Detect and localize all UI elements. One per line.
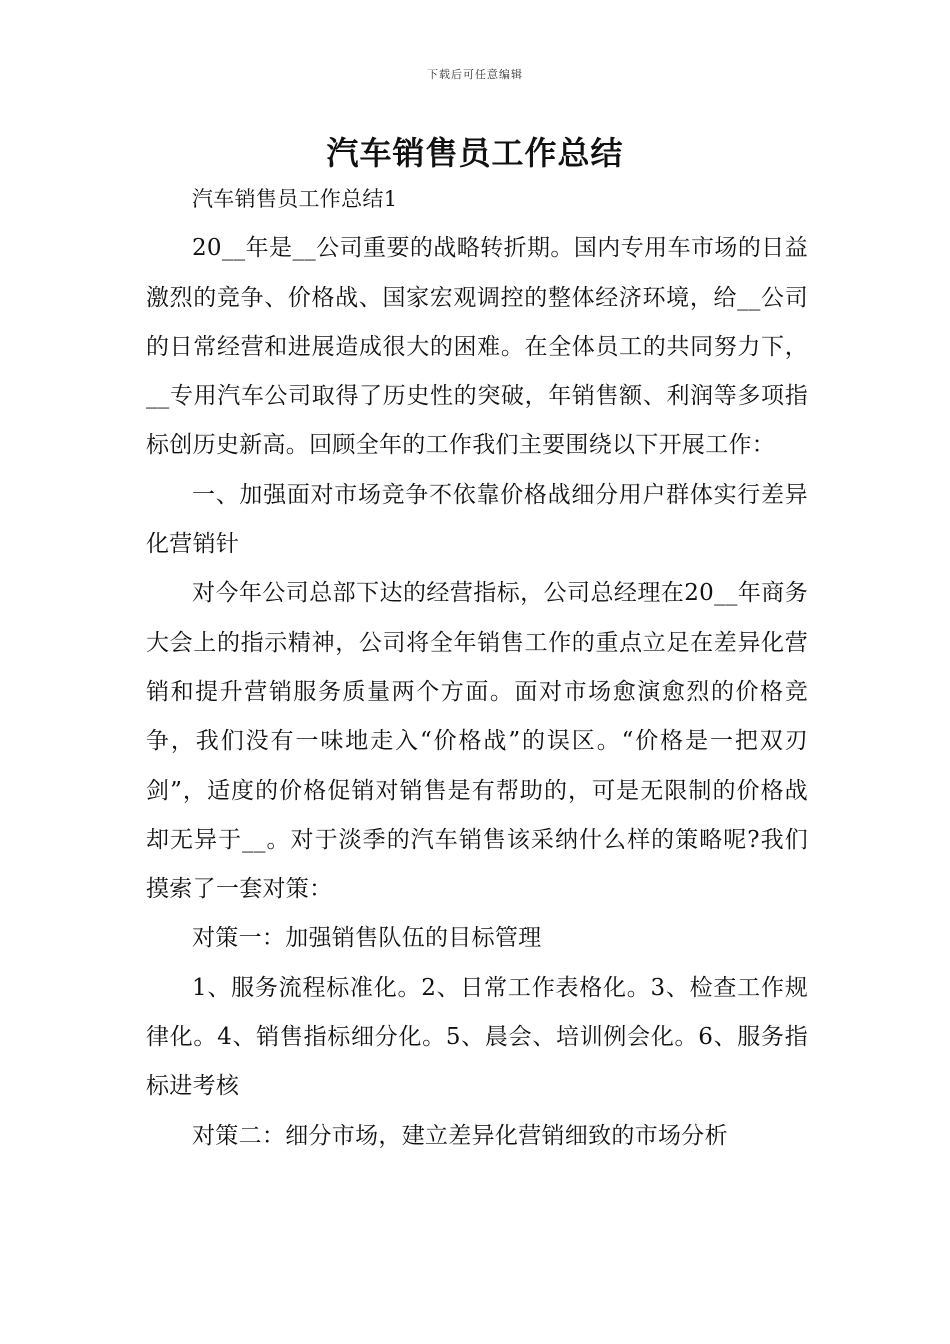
paragraph-strategy: 对今年公司总部下达的经营指标，公司总经理在20__年商务大会上的指示精神，公司将全年销售工作的重点立足在差异化营销和提升营销服务质量两个方面。面对市场愈演愈烈的价格竞争，我们没有一味地走入“价格战”的误区。“价格是一把双刃剑”，适度的价格促销对销售是有帮助的，可是无限制的价格战却无异于__。对于淡季的汽车销售该采纳什么样的策略呢?我们摸索了一套对策： [146, 580, 808, 903]
section-heading: 汽车销售员工作总结1 [192, 187, 398, 211]
paragraph-intro: 20__年是__公司重要的战略转折期。国内专用车市场的日益激烈的竞争、价格战、国家宏观调控的整体经济环境，给__公司的日常经营和进展造成很大的困难。在全体员工的共同努力下，__专用汽车公司取得了历史性的突破，年销售额、利润等多项指标创历史新高。回顾全年的工作我们主要围绕以下开展工作： [146, 235, 808, 459]
section-heading-one: 一、加强面对市场竞争不依靠价格战细分用户群体实行差异化营销针 [146, 481, 808, 558]
document-title: 汽车销售员工作总结 [326, 134, 624, 172]
strategy-one-items: 1、服务流程标准化。2、日常工作表格化。3、检查工作规律化。4、销售指标细分化。5、晨会、培训例会化。6、服务指标进考核 [146, 974, 808, 1100]
document-body [146, 175, 808, 1161]
strategy-two-heading: 对策二：细分市场，建立差异化营销细致的市场分析 [192, 1122, 728, 1149]
strategy-one-heading: 对策一：加强销售队伍的目标管理 [192, 925, 542, 952]
header-note: 下载后可任意编辑 [427, 68, 523, 81]
